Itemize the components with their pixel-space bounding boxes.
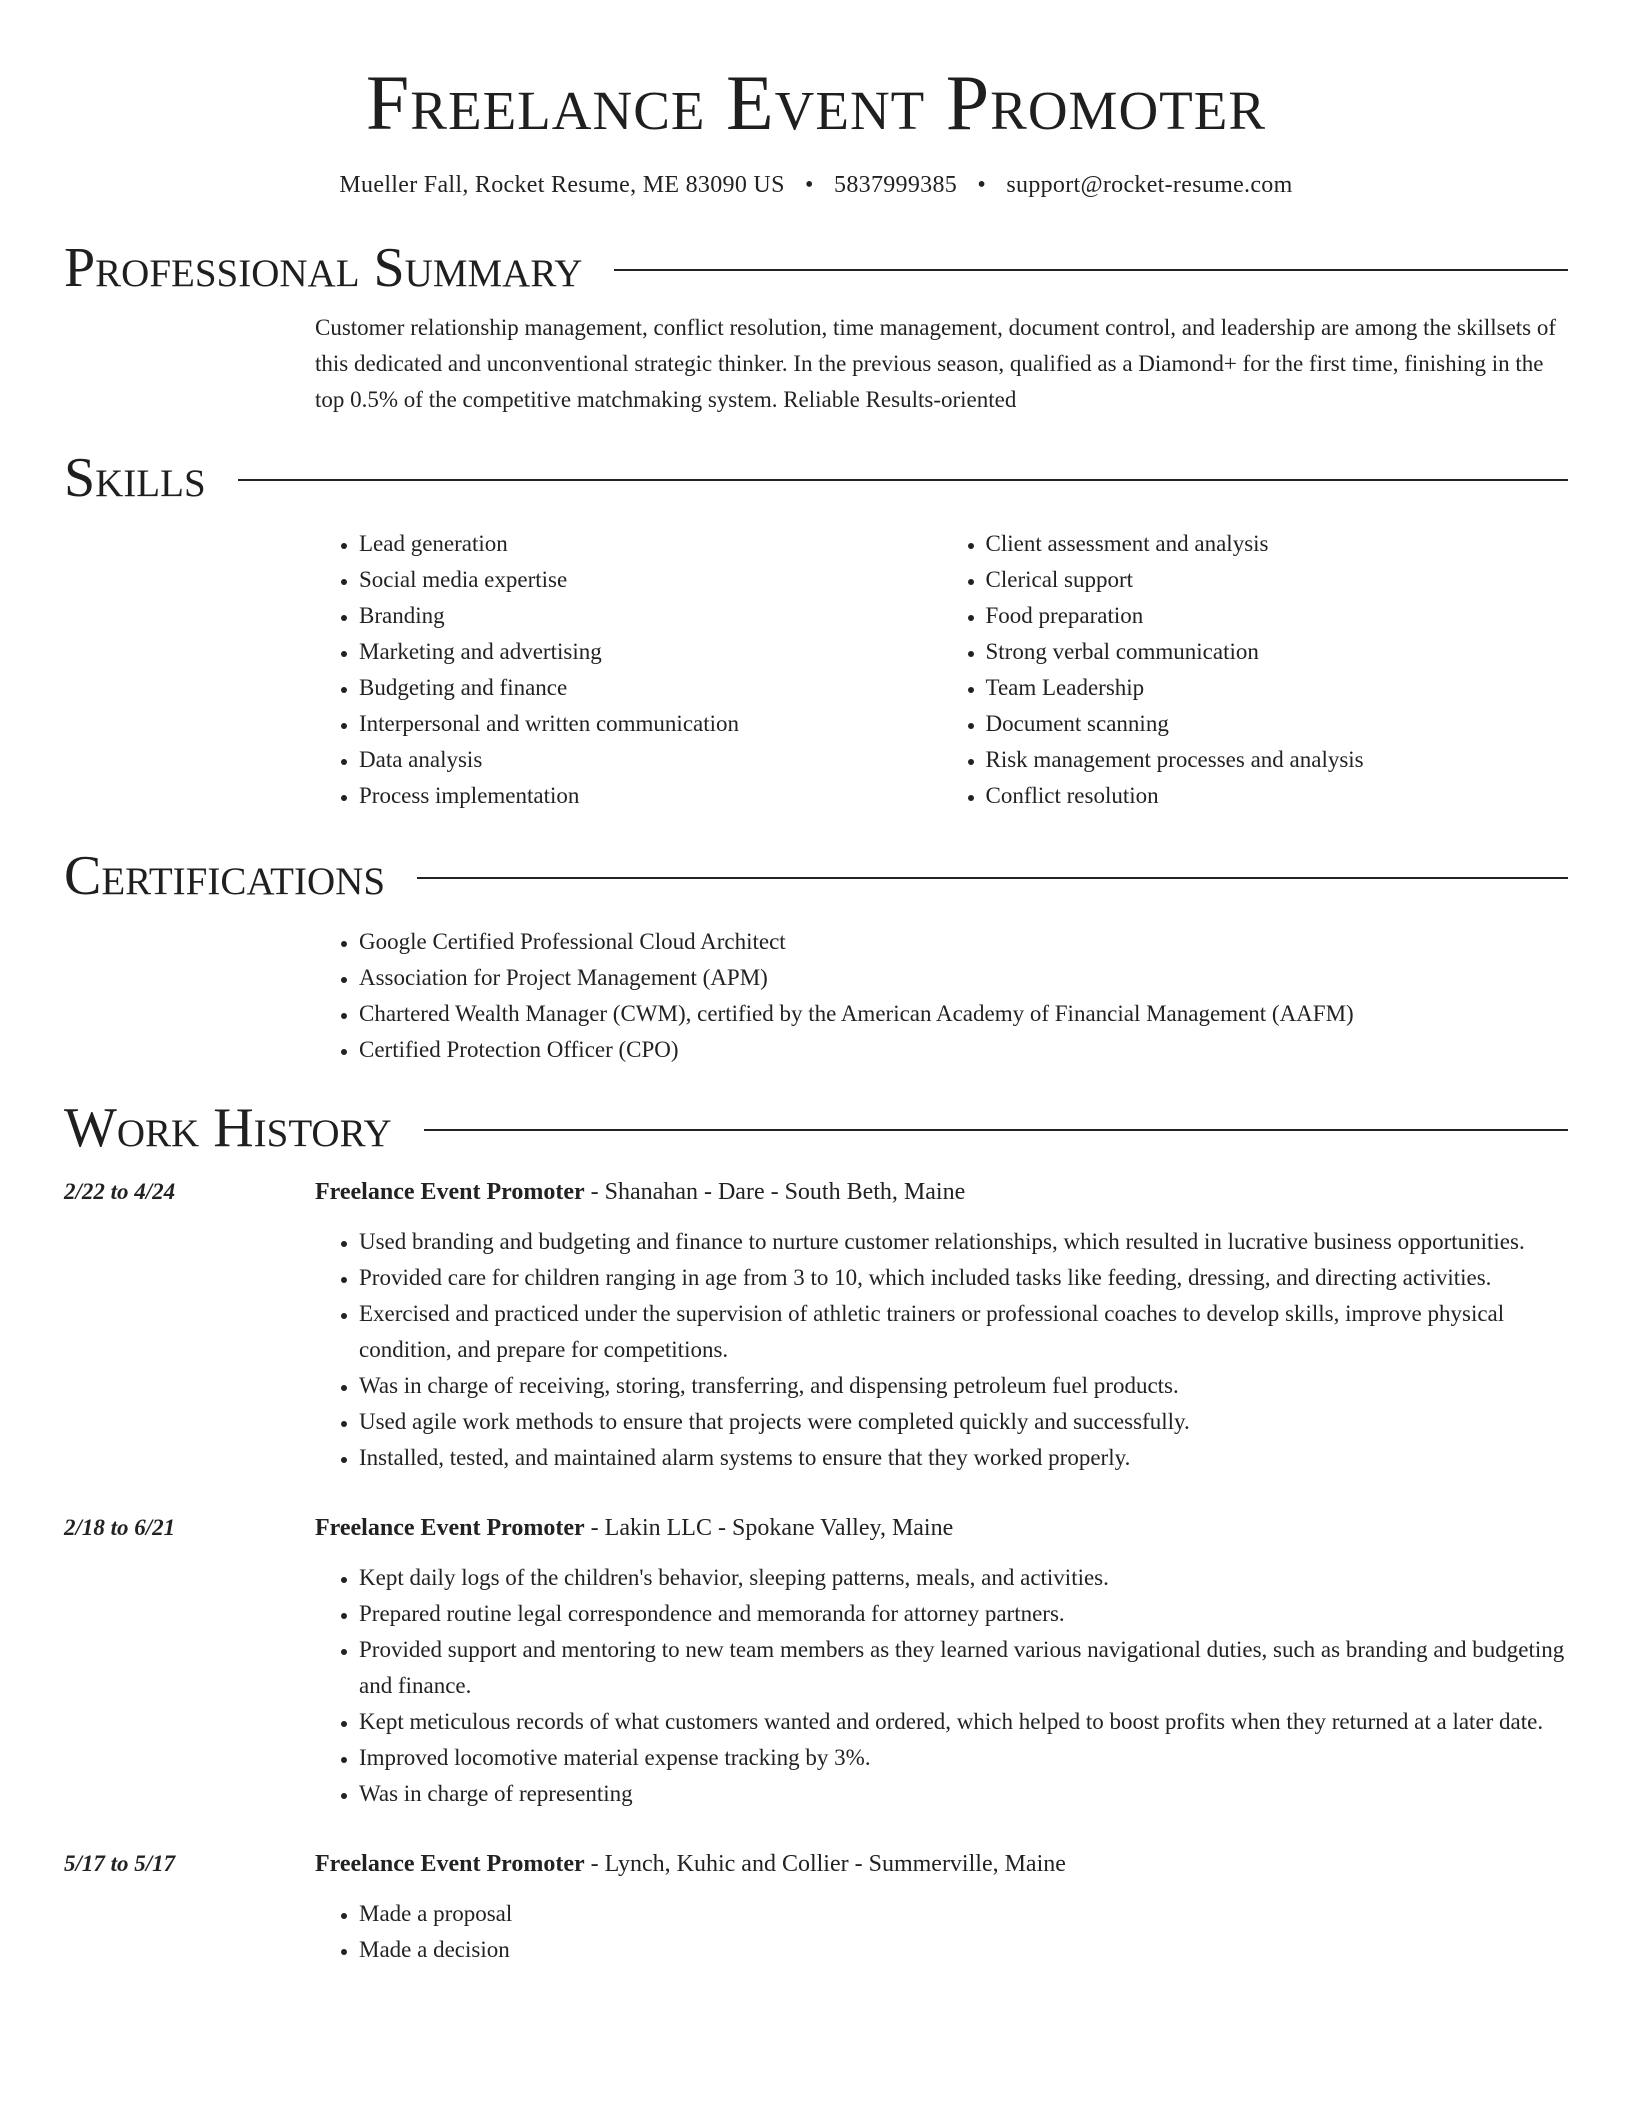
certification-item: • Chartered Wealth Manager (CWM), certified by the American Academy of Financial Management (AAFM) [359,996,1568,1032]
job-role: Freelance Event Promoter [315,1515,585,1541]
skill-item: • Conflict resolution [986,778,1569,814]
job-employer: - Shanahan - Dare - South Beth, Maine [584,1179,966,1205]
skills-column-left [315,526,942,814]
job-bullet: • Exercised and practiced under the supervision of athletic trainers or professional coaches to develop skills, improve physical condition, and prepare for competitions. [359,1296,1568,1368]
job-bullet: • Made a proposal [359,1896,1568,1932]
section-divider [417,877,1568,879]
skill-item: • Team Leadership [986,670,1569,706]
skill-item: • Lead generation [359,526,942,562]
certifications-header [64,844,1568,908]
job-entry [64,1174,1568,1476]
job-dates: 2/18 to 6/21 [64,1515,176,1540]
certifications-list [315,924,1568,1068]
skill-item: • Branding [359,598,942,634]
certifications-title: Certifications [64,845,386,907]
skill-item: • Client assessment and analysis [986,526,1569,562]
job-entry [64,1846,1568,1968]
skill-item: • Budgeting and finance [359,670,942,706]
job-bullets [315,1560,1568,1812]
job-title-line [315,1510,953,1546]
certification-item: • Certified Protection Officer (CPO) [359,1032,1568,1068]
job-dates: 5/17 to 5/17 [64,1851,176,1876]
skill-item: • Food preparation [986,598,1569,634]
job-employer: - Lakin LLC - Spokane Valley, Maine [584,1515,954,1541]
work-history-title: Work History [64,1097,392,1159]
job-dates: 2/22 to 4/24 [64,1179,176,1204]
resume-page [64,0,1568,1968]
skill-item: • Risk management processes and analysis [986,742,1569,778]
contact-line [64,170,1568,200]
job-bullet: • Was in charge of representing [359,1776,1568,1812]
job-bullet: • Prepared routine legal correspondence and memoranda for attorney partners. [359,1596,1568,1632]
job-employer: - Lynch, Kuhic and Collier - Summerville, Maine [584,1851,1066,1877]
summary-header [64,236,1568,300]
job-bullet: • Improved locomotive material expense tracking by 3%. [359,1740,1568,1776]
certification-item: • Google Certified Professional Cloud Architect [359,924,1568,960]
skill-item: • Marketing and advertising [359,634,942,670]
job-bullet: • Provided care for children ranging in age from 3 to 10, which included tasks like feeding, dressing, and directing activities. [359,1260,1568,1296]
skill-item: • Document scanning [986,706,1569,742]
summary-text: Customer relationship management, conflict resolution, time management, document control, and leadership are among the skillsets of this dedicated and unconventional strategic thinker. In the previous season, qualified as a Diamond+ for the first time, finishing in the top 0.5% of the competitive matchmaking system. Reliable Results-oriented [315,315,1557,412]
job-title-line [315,1174,965,1210]
job-role: Freelance Event Promoter [315,1179,585,1205]
job-bullet: • Provided support and mentoring to new team members as they learned various navigational duties, such as branding and budgeting and finance. [359,1632,1568,1704]
skill-item: • Social media expertise [359,562,942,598]
job-bullet: • Installed, tested, and maintained alarm systems to ensure that they worked properly. [359,1440,1568,1476]
skill-item: • Interpersonal and written communication [359,706,942,742]
job-role: Freelance Event Promoter [315,1851,585,1877]
skill-item: • Data analysis [359,742,942,778]
contact-phone: 5837999385 [834,172,958,198]
skill-item: • Process implementation [359,778,942,814]
section-divider [238,479,1568,481]
skills-title: Skills [64,447,206,509]
job-title-line [315,1846,1066,1882]
contact-address: Mueller Fall, Rocket Resume, ME 83090 US [339,172,785,198]
job-bullet: • Kept daily logs of the children's behavior, sleeping patterns, meals, and activities. [359,1560,1568,1596]
job-bullet: • Kept meticulous records of what customers wanted and ordered, which helped to boost profits when they returned at a later date. [359,1704,1568,1740]
skills-column-right [942,526,1569,814]
job-bullet: • Made a decision [359,1932,1568,1968]
job-entry [64,1510,1568,1812]
work-history-header [64,1096,1568,1160]
job-bullet: • Was in charge of receiving, storing, transferring, and dispensing petroleum fuel products. [359,1368,1568,1404]
job-bullet: • Used agile work methods to ensure that projects were completed quickly and successfully. [359,1404,1568,1440]
certification-item: • Association for Project Management (APM) [359,960,1568,996]
job-bullets [315,1224,1568,1476]
contact-separator: • [977,172,987,198]
skills-header [64,446,1568,510]
section-divider [424,1129,1568,1131]
job-bullet: • Used branding and budgeting and finance to nurture customer relationships, which resulted in lucrative business opportunities. [359,1224,1568,1260]
section-divider [614,269,1568,271]
summary-title: Professional Summary [64,237,583,299]
resume-name: Freelance Event Promoter [365,59,1267,146]
job-bullets [315,1896,1568,1968]
contact-separator: • [805,172,814,198]
skills-list [315,526,1568,814]
skill-item: • Clerical support [986,562,1569,598]
contact-email: support@rocket-resume.com [1006,172,1293,198]
skill-item: • Strong verbal communication [986,634,1569,670]
